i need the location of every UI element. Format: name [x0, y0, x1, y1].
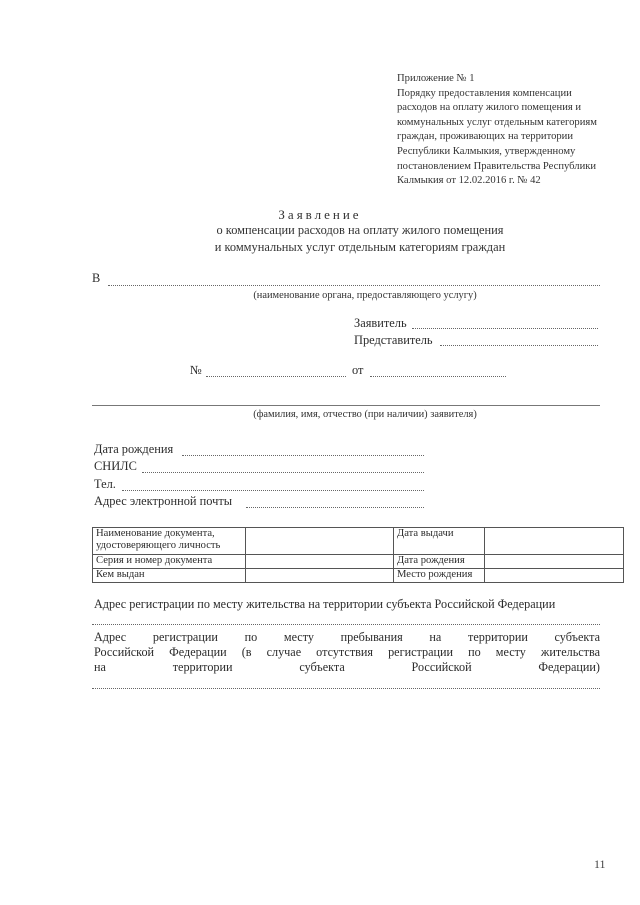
series-number-cell[interactable] [246, 555, 394, 569]
issued-by-label: Кем выдан [93, 569, 246, 583]
applicant-field[interactable] [412, 328, 598, 329]
table-row [93, 569, 624, 583]
appendix-line: Республики Калмыкия, утвержденному [397, 145, 576, 157]
snils-field[interactable] [142, 472, 424, 473]
appendix-line: коммунальных услуг отдельным категориям [397, 116, 597, 128]
birth-place-cell[interactable] [485, 569, 624, 583]
residence-address-label: Адрес регистрации по месту жительства на территории субъекта Российской Федерации [94, 597, 556, 611]
phone-field[interactable] [122, 490, 424, 491]
stay-address-line-3: на территории субъекта Российской Федерации) [94, 660, 600, 674]
representative-field[interactable] [440, 345, 598, 346]
stay-address-line-1: Адрес регистрации по месту пребывания на территории субъекта [94, 630, 600, 644]
doc-name-label: Наименование документа, удостоверяющего личность [93, 528, 246, 555]
issue-date-label: Дата выдачи [394, 528, 485, 555]
appendix-line: Калмыкия от 12.02.2016 г. № 42 [397, 175, 541, 187]
stay-address-line-2: Российской Федерации (в случае отсутствия регистрации по месту жительства [94, 645, 600, 659]
number-label: № [190, 363, 202, 377]
birth-date-field[interactable] [182, 455, 424, 456]
page-number: 11 [594, 857, 606, 871]
series-number-label: Серия и номер документа [93, 555, 246, 569]
document-title: Заявление [278, 207, 362, 222]
snils-label: СНИЛС [94, 459, 137, 473]
birth-place-label: Место рождения [394, 569, 485, 583]
identity-document-table [92, 527, 624, 583]
birth-date-table-label: Дата рождения [394, 555, 485, 569]
from-label: от [352, 363, 364, 377]
table-row [93, 555, 624, 569]
appendix-line: расходов на оплату жилого помещения и [397, 102, 582, 114]
issue-date-cell[interactable] [485, 528, 624, 555]
birth-date-label: Дата рождения [94, 442, 174, 456]
table-row [93, 528, 624, 555]
doc-name-cell[interactable] [246, 528, 394, 555]
fio-field[interactable] [92, 405, 600, 406]
email-label: Адрес электронной почты [94, 494, 233, 508]
email-field[interactable] [246, 507, 424, 508]
fio-caption: (фамилия, имя, отчество (при наличии) заявителя) [253, 409, 477, 420]
appendix-line: Приложение № 1 [397, 73, 475, 84]
issued-by-cell[interactable] [246, 569, 394, 583]
organ-caption: (наименование органа, предоставляющего услугу) [253, 290, 477, 301]
applicant-label: Заявитель [354, 316, 407, 330]
number-field[interactable] [206, 376, 346, 377]
appendix-line: постановлением Правительства Республики [397, 160, 597, 172]
appendix-line: граждан, проживающих на территории [397, 131, 573, 143]
appendix-line: Порядку предоставления компенсации [397, 87, 572, 99]
phone-label: Тел. [94, 477, 116, 491]
document-subtitle-line-2: и коммунальных услуг отдельным категориям граждан [214, 240, 506, 254]
appendix-note [397, 72, 627, 189]
stay-address-field[interactable] [92, 688, 600, 689]
birth-date-cell[interactable] [485, 555, 624, 569]
document-subtitle-line-1: о компенсации расходов на оплату жилого помещения [216, 223, 504, 237]
from-date-field[interactable] [370, 376, 506, 377]
representative-label: Представитель [354, 333, 433, 347]
organ-field[interactable] [108, 285, 600, 286]
residence-address-field[interactable] [92, 624, 600, 625]
to-label: В [92, 271, 101, 285]
